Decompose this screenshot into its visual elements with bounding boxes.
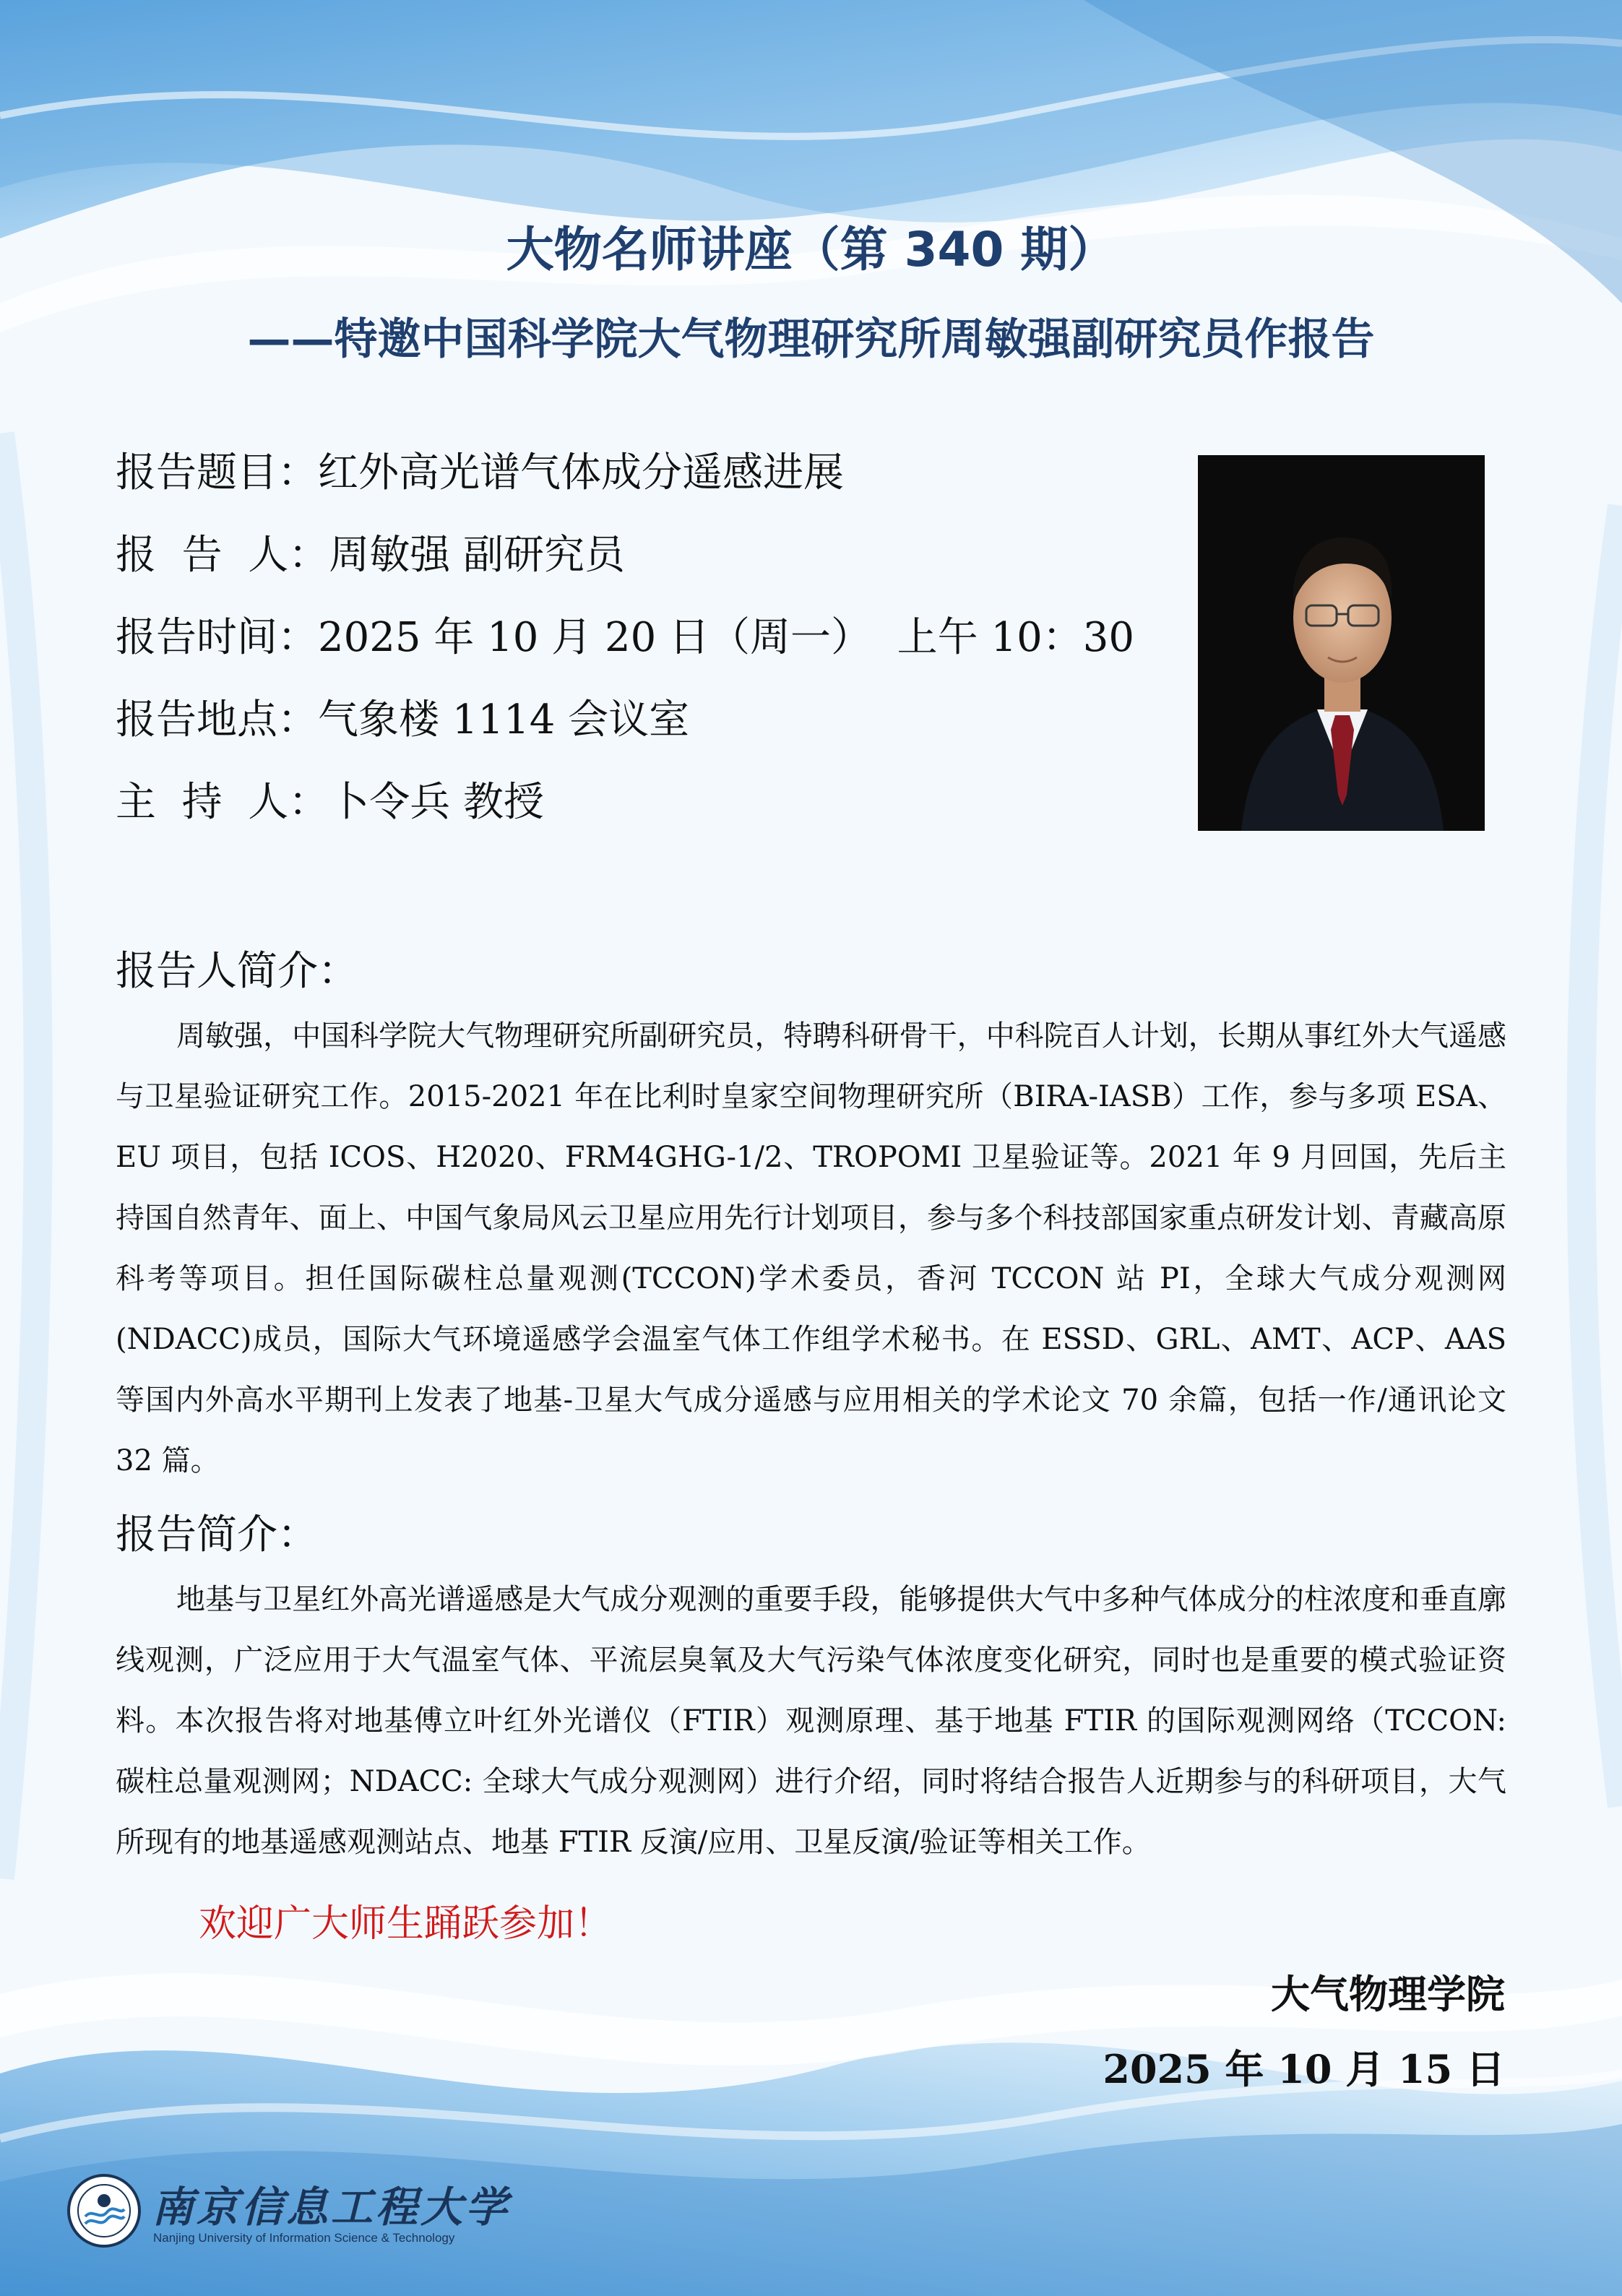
info-host-label: 主 持 人： bbox=[116, 779, 329, 826]
welcome-message: 欢迎广大师生踊跃参加！ bbox=[199, 1902, 613, 1946]
info-time bbox=[116, 605, 1134, 663]
abstract-text: 地基与卫星红外高光谱遥感是大气成分观测的重要手段，能够提供大气中多种气体成分的柱浓度和垂直廓线观测，广泛应用于大气温室气体、平流层臭氧及大气污染气体浓度变化研究，同时也是重要的模式验证资料。本次报告将对地基傅立叶红外光谱仪（FTIR）观测原理、基于地基 FTIR 的国际观测网络（TCCON: 碳柱总量观测网；NDACC: 全球大气成分观测网）进行介绍，同时将结合报告人近期参与的科研项目，大气所现有的地基遥感观测站点、地基 FTIR 反演/应用、卫星反演/验证等相关工作。 bbox=[116, 1583, 1506, 1859]
abstract-heading: 报告简介： bbox=[116, 1511, 318, 1558]
info-topic bbox=[116, 441, 844, 499]
university-logo bbox=[66, 2173, 511, 2253]
info-place bbox=[116, 688, 689, 746]
university-emblem-icon bbox=[66, 2173, 142, 2248]
info-speaker-label: 报 告 人： bbox=[116, 532, 329, 579]
signature-date: 2025 年 10 月 15 日 bbox=[1103, 2046, 1505, 2092]
info-time-label: 报告时间： bbox=[116, 614, 318, 661]
speaker-photo bbox=[1198, 455, 1485, 831]
signature-org: 大气物理学院 bbox=[1271, 1972, 1505, 2017]
bio-heading: 报告人简介： bbox=[116, 948, 358, 995]
info-place-value: 气象楼 1114 会议室 bbox=[318, 696, 690, 743]
bio-text: 周敏强，中国科学院大气物理研究所副研究员，特聘科研骨干，中科院百人计划，长期从事红外大气遥感与卫星验证研究工作。2015-2021 年在比利时皇家空间物理研究所（BIRA-IASB）工作，参与多项 ESA、EU 项目，包括 ICOS、H2020、FRM4GHG-1/2、TROPOMI 卫星验证等。2021 年 9 月回国，先后主持国自然青年、面上、中国气象局风云卫星应用先行计划项目，参与多个科技部国家重点研发计划、青藏高原科考等项目。担任国际碳柱总量观测(TCCON)学术委员，香河 TCCON 站 PI，全球大气成分观测网(NDACC)成员，国际大气环境遥感学会温室气体工作组学术秘书。在 ESSD、GRL、AMT、ACP、AAS 等国内外高水平期刊上发表了地基-卫星大气成分遥感与应用相关的学术论文 70 余篇，包括一作/通讯论文 32 篇。 bbox=[116, 1019, 1506, 1477]
info-time-value: 2025 年 10 月 20 日（周一） 上午 10：30 bbox=[318, 614, 1134, 661]
info-topic-value: 红外高光谱气体成分遥感进展 bbox=[318, 449, 844, 496]
university-name-en: Nanjing University of Information Science & Technology bbox=[153, 2231, 455, 2245]
info-host-value: 卜令兵 教授 bbox=[329, 779, 545, 826]
info-host bbox=[116, 770, 544, 828]
university-name-cn: 南京信息工程大学 bbox=[152, 2183, 511, 2232]
page-subtitle: ——特邀中国科学院大气物理研究所周敏强副研究员作报告 bbox=[247, 314, 1375, 365]
info-speaker bbox=[116, 523, 625, 581]
info-place-label: 报告地点： bbox=[116, 696, 318, 743]
page-title: 大物名师讲座（第 340 期） bbox=[506, 222, 1116, 277]
info-topic-label: 报告题目： bbox=[116, 449, 318, 496]
info-speaker-value: 周敏强 副研究员 bbox=[329, 532, 626, 579]
